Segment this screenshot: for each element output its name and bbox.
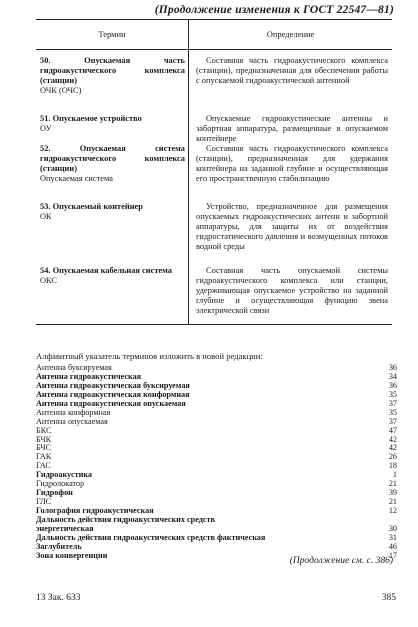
term-name: 53. Опускаемый контейнер [40,202,143,211]
index-number: 31 [388,532,397,542]
index-term: Антенна опускаемая [36,416,108,426]
index-term: Заглубитель [36,541,82,551]
term-name: 54. Опускаемая кабельная система [40,266,172,275]
table-row-term [40,266,185,286]
index-term: Антенна гидроакустическая опускаемая [36,398,186,408]
table-row-term [40,114,185,134]
index-number: 35 [388,389,397,399]
index-item [36,408,397,417]
index-term: Антенна гидроакустическая буксируемая [36,380,190,390]
index-term: Гидроакустика [36,470,92,480]
index-number: 36 [388,363,397,372]
index-item [36,488,397,497]
index-term: Антенна гидроакустическая [36,371,142,381]
index-term: Голография гидроакустическая [36,506,154,515]
index-list [36,363,397,560]
index-item [36,443,397,452]
index-item [36,497,397,506]
index-term: ГАС [36,461,51,471]
table-row-definition: Составная часть гидроакустического комплекса (станции), предназначенная для обеспечения работы с опускаемой гидроакустической антенной [196,56,388,85]
index-item [36,461,397,470]
term-abbreviation: ОК [40,212,52,221]
index-item [36,381,397,390]
index-term: Зона конвергенции [36,550,108,560]
index-number: 12 [388,506,397,515]
index-term: БЧС [36,443,52,453]
term-abbreviation: Опускаемая система [40,174,113,183]
table-row-term [40,56,185,96]
index-number: 42 [388,434,397,444]
index-item [36,479,397,488]
index-term: ГАК [36,452,52,462]
index-term: Гидролокатор [36,479,85,489]
index-number: 34 [388,371,397,381]
table-row-definition: Составная часть гидроакустического комплекса (станции), предназначенная для удержания контейнера на заданной глубине и осуществляющая его пространственную стабилизацию [196,144,388,183]
index-number: 37 [388,398,397,408]
index-item [36,515,397,524]
index-item [36,372,397,381]
print-order-number: 13 Зак. 633 [36,593,81,603]
index-title: Алфавитный указатель терминов изложить в новой редакции: [36,351,263,361]
index-item [36,390,397,399]
index-term: Антенна буксируемая [36,363,112,372]
index-number: 47 [388,425,397,435]
index-item [36,399,397,408]
continuation-header: (Продолжение изменения к ГОСТ 22547—81) [154,4,394,16]
index-number: 37 [388,416,397,426]
index-item [36,542,397,551]
index-item [36,363,397,372]
term-abbreviation: ОКС [40,276,58,285]
index-item [36,506,397,515]
term-abbreviation: ОЧК (ОЧС) [40,86,82,95]
table-column-divider [188,20,189,324]
index-term: Дальность действия гидроакустических средств [36,514,215,524]
index-term: БКС [36,425,52,435]
index-number: 46 [388,541,397,551]
term-name: 52. Опускаемая система гидроакустического комплекса (станции) [40,144,185,173]
continuation-note: (Продолжение см. с. 386) [289,556,393,566]
term-abbreviation: ОУ [40,124,52,133]
index-term: Антенна гидроакустическая конформная [36,389,190,399]
page-number: 385 [381,593,396,603]
index-number: 21 [388,497,397,507]
index-term: Дальность действия гидроакустических средств фактическая [36,532,266,542]
index-item [36,524,397,533]
column-header-definition: Определение [266,29,315,39]
index-number: 26 [388,452,397,462]
index-item [36,533,397,542]
index-term: ГЛС [36,497,52,507]
index-item [36,417,397,426]
table-row-term [40,144,185,184]
table-row-definition: Опускаемые гидроакустические антенны и забортная аппаратура, размещенные в опускаемом контейнере [196,114,388,143]
index-item [36,435,397,444]
index-number: 36 [388,380,397,390]
table-row-definition: Устройство, предназначенное для размещения опускаемых гидроакустических антенн и забортной аппаратуры, для защиты их от воздействия гидростатического давления и возмущенных потоков водной среды [196,202,388,251]
index-number: 30 [388,523,397,533]
index-term: энергетическая [36,523,94,533]
index-term: Антенна конформная [36,407,111,417]
index-term: БЧК [36,434,52,444]
index-number: 17 [388,550,397,560]
index-number: 39 [388,488,397,498]
index-item [36,426,397,435]
index-number: 1 [392,470,397,480]
index-number: 42 [388,443,397,453]
terms-table [36,19,392,325]
table-header-divider [36,49,392,50]
term-name: 50. Опускаемая часть гидроакустического комплекса (станции) [40,56,185,85]
index-item [36,470,397,479]
table-row-definition: Составная часть опускаемой системы гидроакустического комплекса или станции, удерживающая опускаемое устройство на заданной глубине и осуществляющая функцию звена электрической связи [196,266,388,315]
index-number: 21 [388,479,397,489]
table-row-term [40,202,185,222]
index-number: 18 [388,461,397,471]
term-name: 51. Опускаемое устройство [40,114,142,123]
index-item [36,452,397,461]
index-term: Гидрофон [36,488,73,498]
column-header-term: Термин [98,29,126,39]
index-number: 35 [388,407,397,417]
